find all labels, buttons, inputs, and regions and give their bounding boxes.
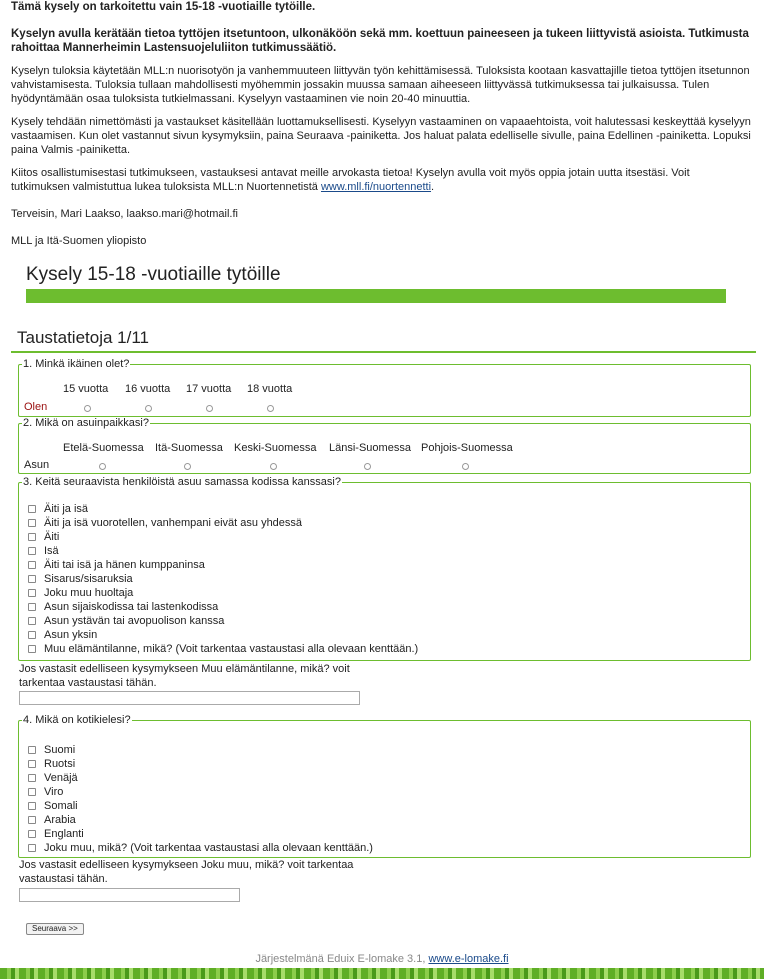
section-divider [11, 351, 756, 353]
q2-option-label: Pohjois-Suomessa [421, 442, 513, 454]
q4-option-label: Suomi [44, 744, 76, 756]
radio-etela-suomessa[interactable] [99, 463, 106, 470]
q1-option-label: 17 vuotta [186, 383, 232, 395]
q3-option[interactable] [28, 614, 418, 628]
title-bar [26, 289, 726, 303]
q3-option[interactable] [28, 530, 418, 544]
intro-text [11, 0, 751, 257]
intro-lead: Kyselyn avulla kerätään tietoa tyttöjen itsetuntoon, ulkonäköön sekä mm. koettuun paineeseen ja tukeen liittyvistä asioista. Tutkimusta rahoittaa Mannerheimin Lastensuojeluliiton tutkimussäätiö. [11, 28, 749, 54]
question-4-legend: 4. Mikä on kotikielesi? [23, 714, 131, 726]
organization: MLL ja Itä-Suomen yliopisto [11, 235, 147, 247]
checkbox[interactable] [28, 645, 36, 653]
q3-option-label: Isä [44, 545, 59, 557]
footer [0, 952, 764, 966]
question-2-legend: 2. Mikä on asuinpaikkasi? [23, 417, 149, 429]
q3-option-label: Muu elämäntilanne, mikä? (Voit tarkentaa vastaustasi alla olevaan kenttään.) [44, 643, 419, 655]
checkbox[interactable] [28, 589, 36, 597]
footer-text: Järjestelmänä Eduix E-lomake 3.1, [255, 953, 429, 965]
checkbox[interactable] [28, 774, 36, 782]
q3-option[interactable] [28, 502, 418, 516]
q4-option[interactable] [28, 841, 373, 855]
question-4-fieldset [18, 714, 751, 858]
q3-option-label: Joku muu huoltaja [44, 587, 134, 599]
e-lomake-link[interactable]: www.e-lomake.fi [428, 953, 509, 965]
q3-option-label: Äiti tai isä ja hänen kumppaninsa [44, 559, 205, 571]
q4-option[interactable] [28, 799, 373, 813]
intro-heading: Tämä kysely on tarkoitettu vain 15-18 -vuotiaille tytöille. [11, 1, 316, 13]
footer-stripe [0, 968, 764, 979]
checkbox[interactable] [28, 547, 36, 555]
radio-15[interactable] [84, 405, 91, 412]
nuortennetti-link[interactable]: www.mll.fi/nuortennetti [320, 181, 432, 193]
radio-lansi-suomessa[interactable] [364, 463, 371, 470]
checkbox[interactable] [28, 519, 36, 527]
q3-option-label: Äiti ja isä vuorotellen, vanhempani eivät asu yhdessä [44, 517, 303, 529]
q4-option-label: Venäjä [44, 772, 78, 784]
q4-followup-input[interactable] [19, 888, 240, 902]
intro-paragraph-3-end: . [431, 181, 435, 193]
section-title: Taustatietoja 1/11 [17, 328, 149, 347]
checkbox[interactable] [28, 802, 36, 810]
checkbox[interactable] [28, 631, 36, 639]
checkbox[interactable] [28, 603, 36, 611]
q4-option[interactable] [28, 771, 373, 785]
q3-option[interactable] [28, 516, 418, 530]
q4-option-label: Joku muu, mikä? (Voit tarkentaa vastaustasi alla olevaan kenttään.) [44, 842, 373, 854]
q3-option-label: Äiti ja isä [44, 503, 89, 515]
question-2-fieldset [18, 417, 751, 474]
q3-option[interactable] [28, 586, 418, 600]
q3-checkbox-list [28, 502, 418, 656]
q1-option-label: 18 vuotta [247, 383, 293, 395]
next-button[interactable]: Seuraava >> [26, 923, 84, 935]
signature: Terveisin, Mari Laakso, laakso.mari@hotmail.fi [11, 208, 238, 220]
q1-row-label: Olen [24, 401, 48, 413]
q4-option[interactable] [28, 827, 373, 841]
radio-18[interactable] [267, 405, 274, 412]
q4-option[interactable] [28, 743, 373, 757]
checkbox[interactable] [28, 844, 36, 852]
checkbox[interactable] [28, 830, 36, 838]
q3-option-label: Asun yksin [44, 629, 98, 641]
q4-option[interactable] [28, 757, 373, 771]
checkbox[interactable] [28, 561, 36, 569]
checkbox[interactable] [28, 505, 36, 513]
q1-option-label: 15 vuotta [63, 383, 109, 395]
intro-paragraph-1: Kyselyn tuloksia käytetään MLL:n nuorisotyön ja vanhemmuuteen liittyvän työn kehittämisessä. Tuloksista kootaan kasvattajille tietoa tyttöjen itsetunnon vahvistamisesta. Tuloksia tullaan mahdollisesti myöhemmin jossakin muussa samaan aiheeseen liittyvässä tutkimuksessa tai julkaisussa. Tulen hyödyntämään osaa tuloksista tutkielmassani. Kyselyyn vastaaminen vie noin 20-40 minuuttia. [11, 65, 750, 105]
radio-17[interactable] [206, 405, 213, 412]
checkbox[interactable] [28, 533, 36, 541]
q3-option-label: Sisarus/sisaruksia [44, 573, 133, 585]
q4-option-label: Englanti [44, 828, 84, 840]
q1-option-label: 16 vuotta [125, 383, 171, 395]
intro-paragraph-2: Kysely tehdään nimettömästi ja vastaukset käsitellään luottamuksellisesti. Kyselyyn vastaaminen on vapaaehtoista, voit halutessasi keskeyttää kyselyyn vastaamisen. Kun olet vastannut sivun kysymyksiin, paina Seuraava -painiketta. Jos haluat palata edelliselle sivulle, paina Edellinen -painiketta. Lopuksi paina Valmis -painiketta. [11, 116, 751, 156]
checkbox[interactable] [28, 788, 36, 796]
q3-option[interactable] [28, 642, 418, 656]
checkbox[interactable] [28, 617, 36, 625]
q3-option-label: Äiti [44, 531, 60, 543]
radio-keski-suomessa[interactable] [270, 463, 277, 470]
checkbox[interactable] [28, 760, 36, 768]
radio-16[interactable] [145, 405, 152, 412]
checkbox[interactable] [28, 816, 36, 824]
q4-option[interactable] [28, 813, 373, 827]
q4-option-label: Viro [44, 786, 64, 798]
q4-checkbox-list [28, 743, 373, 855]
checkbox[interactable] [28, 746, 36, 754]
question-1-legend: 1. Minkä ikäinen olet? [23, 358, 130, 370]
radio-pohjois-suomessa[interactable] [462, 463, 469, 470]
q3-option[interactable] [28, 572, 418, 586]
q4-option-label: Ruotsi [44, 758, 76, 770]
q3-option-label: Asun ystävän tai avopuolison kanssa [44, 615, 225, 627]
q2-option-label: Etelä-Suomessa [63, 442, 144, 454]
question-3-legend: 3. Keitä seuraavista henkilöistä asuu samassa kodissa kanssasi? [23, 476, 341, 488]
q3-followup-input[interactable] [19, 691, 360, 705]
q2-option-label: Itä-Suomessa [155, 442, 223, 454]
q3-option[interactable] [28, 600, 418, 614]
question-3-fieldset [18, 476, 751, 661]
intro-paragraph-3-text: Kiitos osallistumisestasi tutkimukseen, vastauksesi antavat meille arvokasta tietoa! Kyselyn avulla voit myös oppia jotain uutta itsestäsi. Voit tutkimuksen valmistuttua lukea tuloksista MLL:n Nuortennetistä [11, 167, 690, 193]
survey-title: Kysely 15-18 -vuotiaille tytöille [26, 264, 281, 285]
q3-followup-label: Jos vastasit edelliseen kysymykseen Muu elämäntilanne, mikä? voit tarkentaa vastaustasi tähän. [19, 663, 350, 689]
q3-option-label: Asun sijaiskodissa tai lastenkodissa [44, 601, 219, 613]
q2-row-label: Asun [24, 459, 50, 471]
q3-option[interactable] [28, 628, 418, 642]
q4-option-label: Somali [44, 800, 78, 812]
checkbox[interactable] [28, 575, 36, 583]
q2-option-label: Keski-Suomessa [234, 442, 317, 454]
q4-option-label: Arabia [44, 814, 76, 826]
q2-option-label: Länsi-Suomessa [329, 442, 411, 454]
q3-option[interactable] [28, 544, 418, 558]
radio-ita-suomessa[interactable] [184, 463, 191, 470]
q4-followup-label: Jos vastasit edelliseen kysymykseen Joku muu, mikä? voit tarkentaa vastaustasi tähän. [19, 859, 354, 885]
q4-option[interactable] [28, 785, 373, 799]
intro-paragraph-3 [11, 166, 751, 194]
question-1-fieldset [18, 358, 751, 417]
q3-option[interactable] [28, 558, 418, 572]
